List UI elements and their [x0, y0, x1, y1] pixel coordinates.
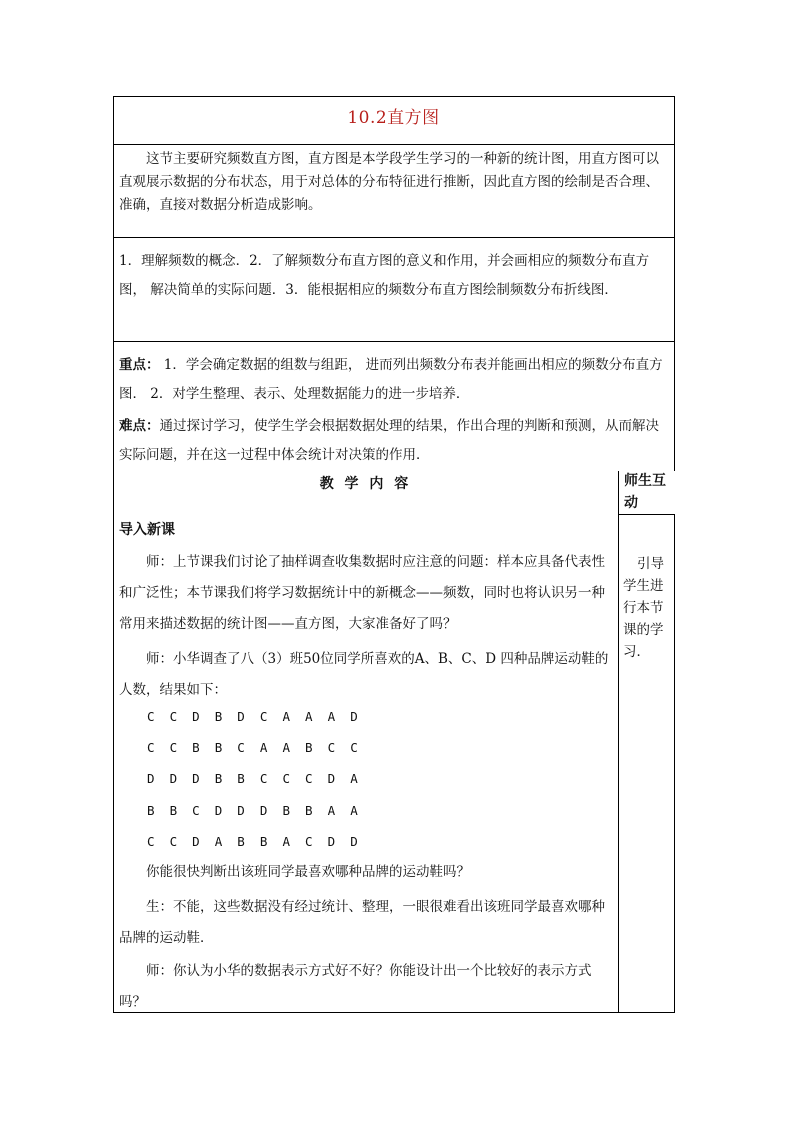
data-row-4: B B C D D D B B A A: [147, 803, 358, 818]
data-row-3: D D D B B C C C D A: [147, 771, 358, 786]
interaction-header-bottom: [618, 514, 675, 515]
data-row-2: C C B B C A A B C C: [147, 740, 358, 755]
border-right-upper: [674, 96, 675, 471]
row-divider-1: [113, 144, 675, 145]
key-points-text: 1．学会确定数据的组数与组距， 进而列出频数分布表并能画出相应的频数分布直方图． 2．对学生整理、表示、处理数据能力的进一步培养．: [119, 357, 663, 402]
difficulties-text: 通过探讨学习，使学生学会根据数据处理的结果，作出合理的判断和预测，从而解决实际问题，并在这一过程中体会统计对决策的作用．: [119, 418, 659, 463]
learning-objectives: [119, 247, 668, 305]
key-points-label: 重点：: [119, 357, 160, 373]
section-title: 导入新课: [119, 522, 175, 538]
row-divider-3: [113, 341, 675, 342]
paragraph-intro: 师：上节课我们讨论了抽样调查收集数据时应注意的问题：样本应具备代表性和广泛性；本节课我们将学习数据统计中的新概念——频数，同时也将认识另一种常用来描述数据的统计图——直方图，大家准备好了吗？: [119, 554, 605, 632]
difficulties-label: 难点：: [119, 418, 160, 434]
row-divider-2: [113, 237, 675, 238]
border-right-lower: [674, 514, 675, 1013]
border-left: [113, 96, 114, 1013]
difficulties: [119, 412, 668, 470]
column-divider: [618, 471, 619, 1013]
data-row-1: C C D B D C A A A D: [147, 709, 358, 724]
interaction-header: 师生互动: [624, 473, 666, 511]
content-header: 教 学 内 容: [319, 476, 412, 492]
key-points: [119, 351, 668, 409]
objectives-text: 1．理解频数的概念．2．了解频数分布直方图的意义和作用，并会画相应的频数分布直方图， 解决简单的实际问题．3．能根据相应的频数分布直方图绘制频数分布折线图．: [119, 253, 650, 298]
page-title: 10.2直方图: [347, 108, 440, 128]
data-row-5: C C D A B B A C D D: [147, 834, 358, 849]
border-top: [113, 96, 675, 97]
paragraph-student-answer: 生：不能，这些数据没有经过统计、整理，一眼很难看出该班同学最喜欢哪种品牌的运动鞋．: [119, 899, 605, 946]
side-note: 引导学生进行本节课的学习．: [623, 556, 664, 660]
content-analysis: 这节主要研究频数直方图，直方图是本学段学生学习的一种新的统计图，用直方图可以直观展示数据的分布状态，用于对总体的分布特征进行推断，因此直方图的绘制是否合理、准确，直接对数据分析造成影响。: [119, 151, 659, 213]
paragraph-question: 你能很快判断出该班同学最喜欢哪种品牌的运动鞋吗？: [146, 864, 470, 880]
paragraph-survey: 师：小华调查了八（3）班50位同学所喜欢的A、B、C、D 四种品牌运动鞋的人数，结果如下：: [119, 651, 609, 698]
paragraph-teacher-question: 师：你认为小华的数据表示方式好不好？你能设计出一个比较好的表示方式吗？: [119, 963, 592, 1010]
